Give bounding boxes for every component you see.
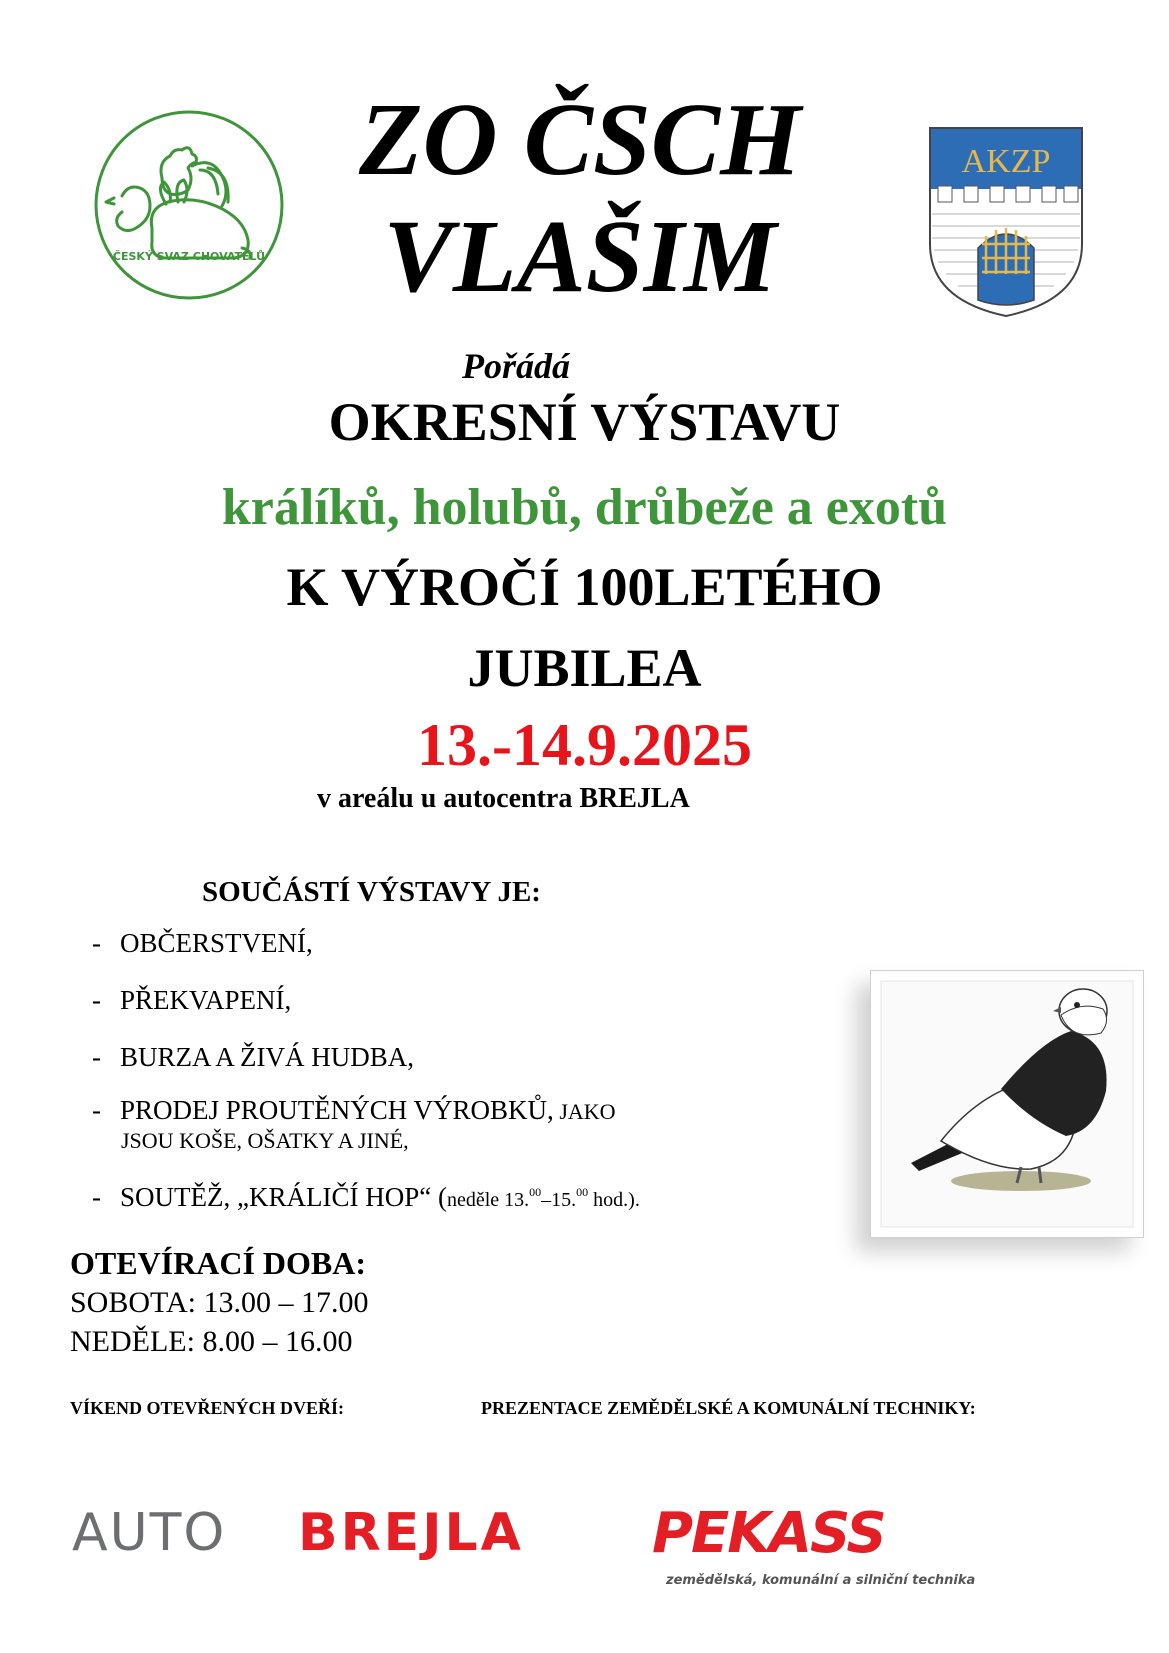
feature-item: [92, 985, 291, 1016]
venue: v areálu u autocentra BREJLA: [317, 783, 690, 814]
machinery-presentation-label: PREZENTACE ZEMĚDĚLSKÉ A KOMUNÁLNÍ TECHNIKY:: [481, 1398, 976, 1418]
feature-note: neděle 13.: [446, 1189, 530, 1211]
organizes-label: Pořádá: [462, 346, 570, 386]
feature-note: –15.: [541, 1189, 577, 1211]
animals-subtitle: králíků, holubů, drůbeže a exotů: [221, 479, 948, 536]
exhibition-title: OKRESNÍ VÝSTAVU: [328, 392, 841, 452]
feature-note: hod.).: [588, 1189, 640, 1211]
features-heading: SOUČÁSTÍ VÝSTAVY JE:: [202, 876, 541, 908]
opening-hours-sunday: NEDĚLE: 8.00 – 16.00: [70, 1325, 353, 1358]
list-dash: -: [92, 1042, 101, 1072]
feature-text: PRODEJ PROUTĚNÝCH VÝROBKŮ,: [120, 1095, 554, 1125]
open-doors-weekend-label: VÍKEND OTEVŘENÝCH DVEŘÍ:: [70, 1398, 345, 1418]
feature-text: SOUTĚŽ, „KRÁLIČÍ HOP“: [120, 1182, 438, 1212]
list-dash: -: [92, 1182, 101, 1212]
feature-text-small: JAKO: [553, 1099, 616, 1124]
event-date: 13.-14.9.2025: [417, 712, 752, 778]
svg-text:PEKASS: PEKASS: [652, 1501, 885, 1566]
svg-text:AUTO: AUTO: [72, 1503, 227, 1560]
svg-text:BREJLA: BREJLA: [298, 1503, 524, 1560]
pigeon-illustration-frame: [870, 970, 1144, 1238]
feature-continuation: JSOU KOŠE, OŠATKY A JINÉ,: [121, 1128, 409, 1153]
opening-hours-saturday: SOBOTA: 13.00 – 17.00: [70, 1286, 369, 1319]
akzp-coat-of-arms: [926, 124, 1086, 320]
feature-text: OBČERSTVENÍ,: [120, 928, 313, 958]
feature-item: [92, 1042, 414, 1073]
csch-logo: [92, 108, 286, 302]
list-dash: -: [92, 985, 101, 1015]
feature-note-sup: 00: [529, 1185, 542, 1199]
feature-text: BURZA A ŽIVÁ HUDBA,: [120, 1042, 415, 1072]
feature-item: [92, 1182, 640, 1213]
organization-title-line1: ZO ČSCH: [358, 82, 802, 197]
auto-brejla-logo: [72, 1500, 607, 1560]
feature-text: PŘEKVAPENÍ,: [120, 985, 292, 1015]
opening-hours-heading: OTEVÍRACÍ DOBA:: [70, 1245, 367, 1281]
svg-text:AKZP: AKZP: [961, 143, 1051, 180]
list-dash: -: [92, 1095, 101, 1125]
anniversary-line2: JUBILEA: [467, 638, 702, 698]
organization-title-line2: VLAŠIM: [383, 199, 777, 314]
pekass-logo: [648, 1500, 988, 1590]
list-dash: -: [92, 928, 101, 958]
feature-item: [92, 1095, 616, 1126]
feature-paren: (: [437, 1182, 447, 1212]
feature-item: [92, 928, 313, 959]
svg-text:zemědělská, komunální a silnič: zemědělská, komunální a silniční technika: [666, 1573, 976, 1588]
anniversary-line1: K VÝROČÍ 100LETÉHO: [286, 557, 883, 617]
pigeon-illustration: [871, 971, 1143, 1237]
svg-text:ČESKÝ SVAZ CHOVATELŮ: ČESKÝ SVAZ CHOVATELŮ: [112, 250, 266, 263]
feature-note-sup: 00: [576, 1185, 589, 1199]
